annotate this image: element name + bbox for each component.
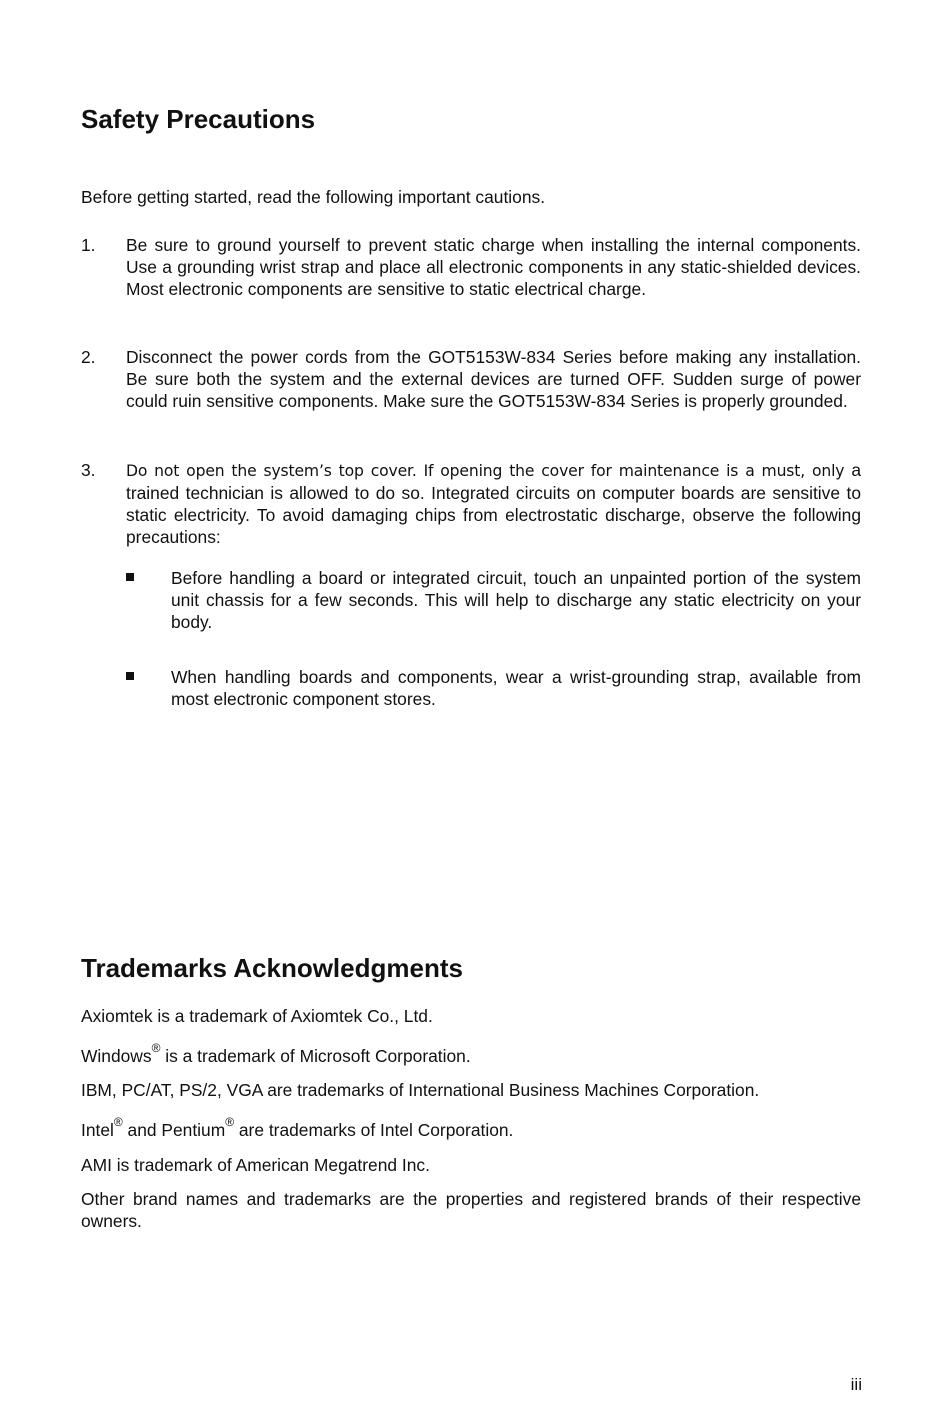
page-number: iii [850,1375,862,1394]
trademark-text: are trademarks of Intel Corporation. [234,1120,514,1140]
precaution-text [126,459,861,548]
square-bullet-icon [126,573,134,581]
trademark-text: and Pentium [122,1120,226,1140]
precaution-number: 3. [81,460,96,480]
precaution-text: Be sure to ground yourself to prevent static charge when installing the internal components. Use a grounding wrist strap and place all electronic components in any static-shielded devices. Most electronic components are sensitive to static electrical charge. [126,235,861,299]
trademark-line-other: Other brand names and trademarks are the properties and registered brands of their respective owners. [81,1189,861,1231]
safety-precautions-heading: Safety Precautions [81,104,316,134]
precaution-number: 2. [81,347,96,367]
precaution-rest-text: a trained technician is allowed to do so. Integrated circuits on computer boards are sensitive to static electricity. To avoid damaging chips from electrostatic discharge, observe the following precautions: [126,460,861,547]
trademark-text: is a trademark of Microsoft Corporation. [160,1046,471,1066]
precaution-text: Disconnect the power cords from the GOT5153W-834 Series before making any installation. Be sure both the system and the external devices are turned OFF. Sudden surge of power could ruin sensitive components. Make sure the GOT5153W-834 Series is properly grounded. [126,347,861,411]
bullet-text: When handling boards and components, wear a wrist-grounding strap, available from most electronic component stores. [171,667,861,709]
registered-mark: ® [113,1115,123,1130]
square-bullet-icon [126,672,134,680]
trademark-line-intel [81,1115,861,1141]
trademark-line-ami: AMI is trademark of American Megatrend Inc. [81,1155,430,1175]
trademark-text: Windows [81,1046,152,1066]
precaution-lead-text: Do not open the system’s top cover. If opening the cover for maintenance is a must, only [126,462,845,480]
precaution-number: 1. [81,235,96,255]
bullet-text: Before handling a board or integrated circuit, touch an unpainted portion of the system unit chassis for a few seconds. This will help to discharge any static electricity on your body. [171,568,861,632]
trademark-line-axiomtek: Axiomtek is a trademark of Axiomtek Co., Ltd. [81,1006,433,1026]
trademark-line-windows [81,1041,861,1067]
trademark-text: Intel [81,1120,114,1140]
registered-mark: ® [151,1041,161,1056]
trademarks-heading: Trademarks Acknowledgments [81,953,463,983]
registered-mark: ® [225,1115,235,1130]
safety-intro: Before getting started, read the following important cautions. [81,187,546,207]
trademark-line-ibm: IBM, PC/AT, PS/2, VGA are trademarks of International Business Machines Corporation. [81,1080,760,1100]
